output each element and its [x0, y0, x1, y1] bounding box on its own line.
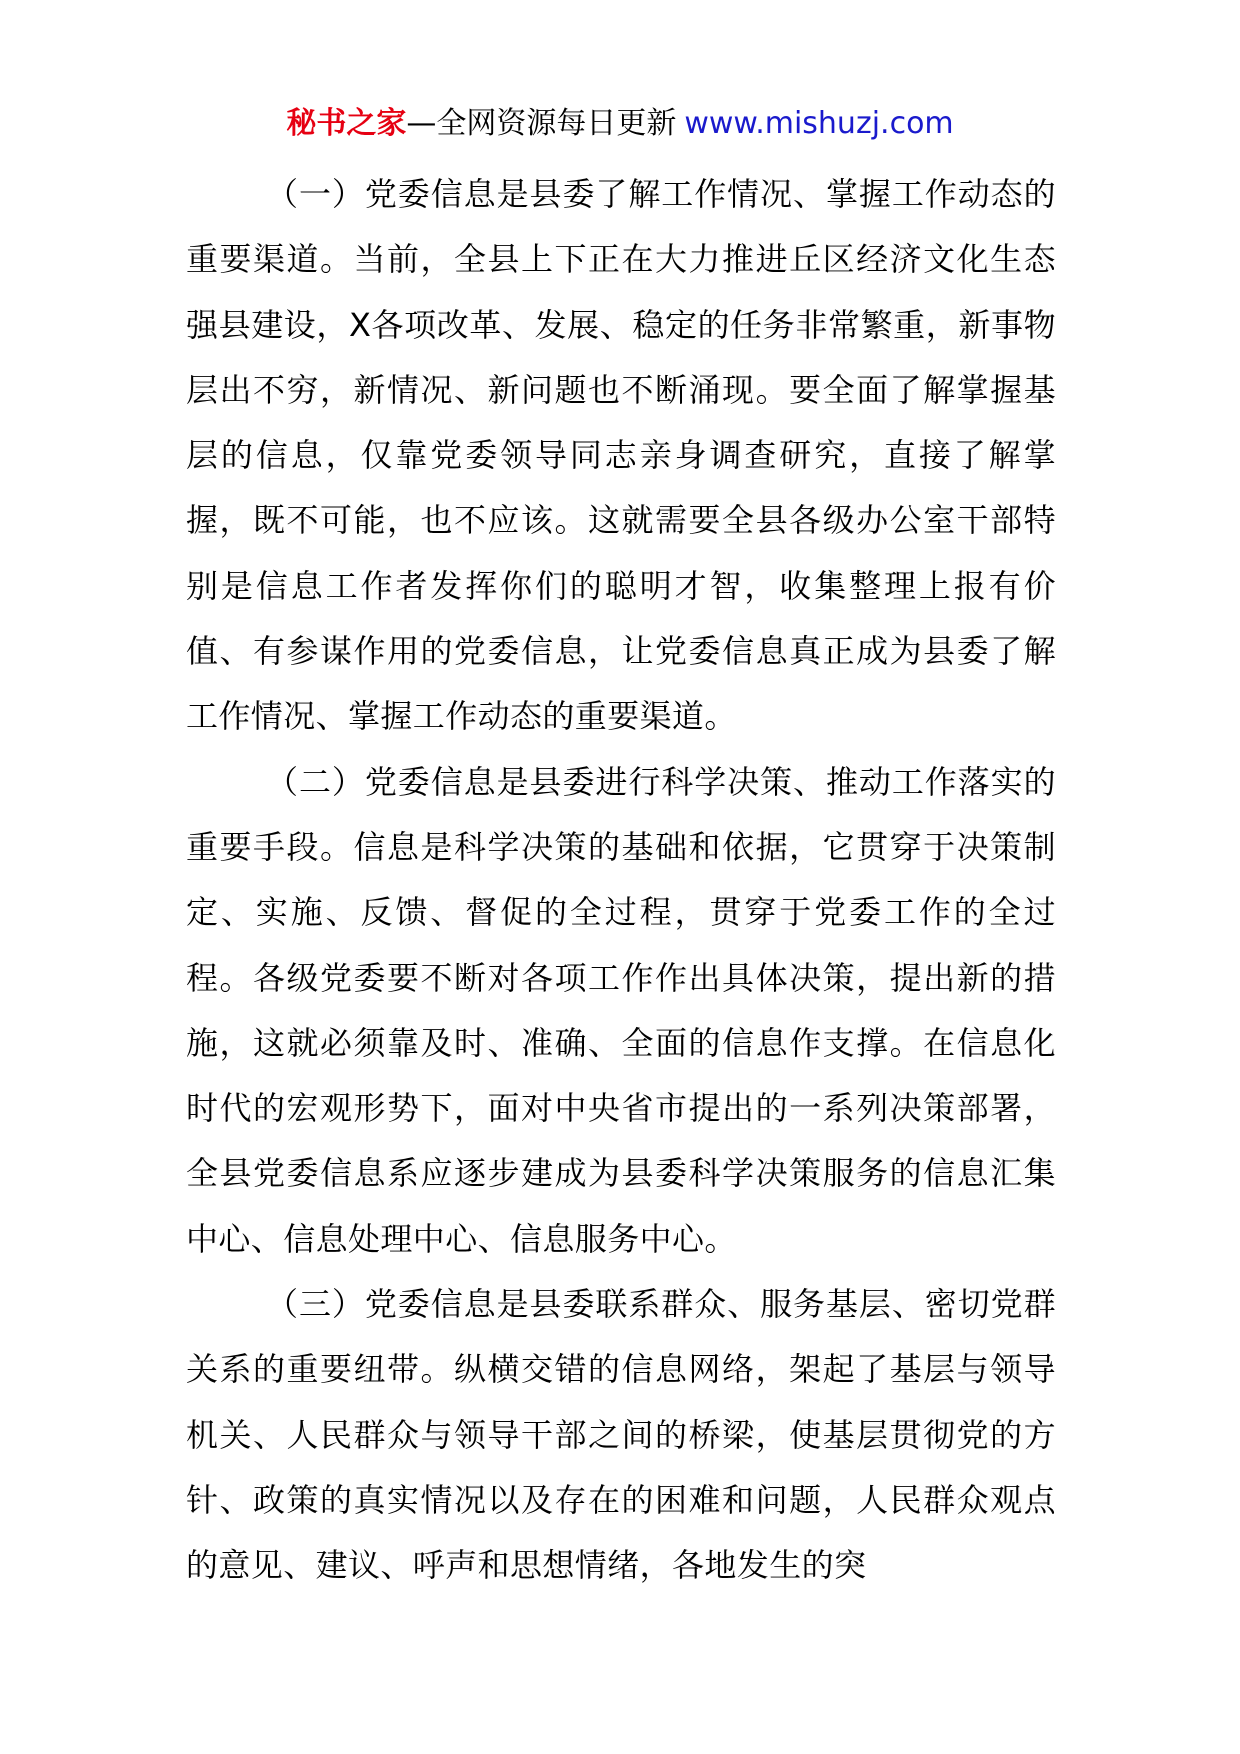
header-tagline: —全网资源每日更新 [406, 106, 677, 141]
paragraph-2: （二）党委信息是县委进行科学决策、推动工作落实的重要手段。信息是科学决策的基础和依据，它贯穿于决策制定、实施、反馈、督促的全过程，贯穿于党委工作的全过程。各级党委要不断对各项工作作出具体决策，提出新的措施，这就必须靠及时、准确、全面的信息作支撑。在信息化时代的宏观形势下，面对中央省市提出的一系列决策部署，全县党委信息系应逐步建成为县委科学决策服务的信息汇集中心、信息处理中心、信息服务中心。 [186, 762, 1056, 1258]
paragraph-3: （三）党委信息是县委联系群众、服务基层、密切党群关系的重要纽带。纵横交错的信息网络，架起了基层与领导机关、人民群众与领导干部之间的桥梁，使基层贯彻党的方针、政策的真实情况以及存在的困难和问题，人民群众观点的意见、建议、呼声和思想情绪，各地发生的突 [186, 1285, 1056, 1585]
site-url-link[interactable]: www.mishuzj.com [684, 106, 954, 141]
brand-name: 秘书之家 [286, 106, 407, 141]
document-body [186, 162, 1056, 1599]
page-header [0, 102, 1240, 146]
paragraph-1: （一）党委信息是县委了解工作情况、掌握工作动态的重要渠道。当前，全县上下正在大力推进丘区经济文化生态强县建设，X各项改革、发展、稳定的任务非常繁重，新事物层出不穷，新情况、新问题也不断涌现。要全面了解掌握基层的信息，仅靠党委领导同志亲身调查研究，直接了解掌握，既不可能，也不应该。这就需要全县各级办公室干部特别是信息工作者发挥你们的聪明才智，收集整理上报有价值、有参谋作用的党委信息，让党委信息真正成为县委了解工作情况、掌握工作动态的重要渠道。 [186, 175, 1056, 736]
